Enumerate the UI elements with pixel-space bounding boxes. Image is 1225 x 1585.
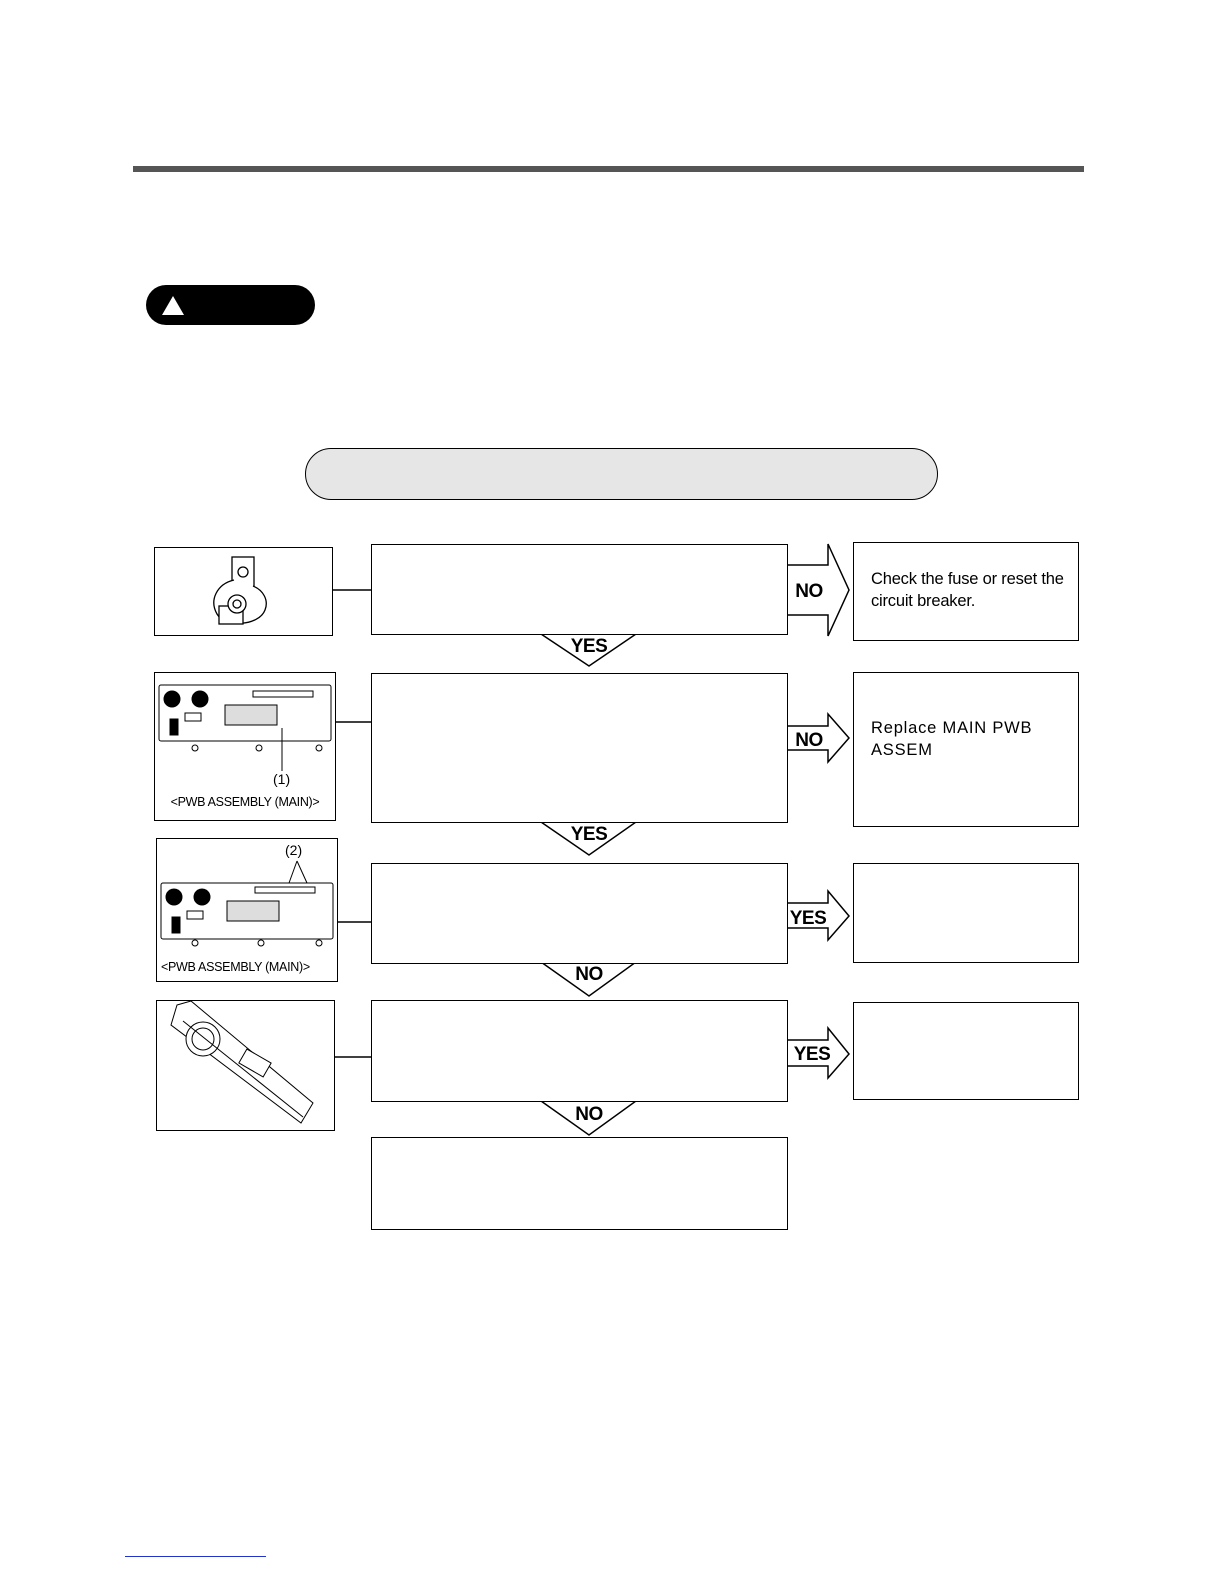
pwb-board-icon [157,839,337,949]
arrow-label-yes: YES [570,636,608,657]
control-panel-icon [157,1001,333,1129]
power-outlet-figure [154,547,333,636]
check-box-pwb [371,673,788,823]
arrow-label-no: NO [575,964,603,985]
power-plug-icon [155,548,331,634]
result-box-power [853,542,1079,641]
callout-2: (2) [285,842,303,858]
result-text-power: Check the fuse or reset the circuit breaker. [871,570,1064,610]
check-box-panel [371,1000,788,1102]
callout-1: (1) [273,771,291,787]
footer-link-underline [125,1556,266,1557]
check-box-connector [371,863,788,964]
final-action-box [371,1137,788,1230]
pwb-assembly-figure-1 [154,672,336,821]
result-box-connector [853,863,1079,963]
pwb-caption-1: <PWB ASSEMBLY (MAIN)> [170,795,320,809]
arrow-label-no: NO [575,1104,603,1125]
pwb-board-icon [155,673,335,783]
result-box-panel [853,1002,1079,1100]
arrow-label-yes: YES [789,908,827,929]
control-panel-figure [156,1000,335,1131]
pwb-caption-2: <PWB ASSEMBLY (MAIN)> [161,960,310,974]
arrow-label-yes: YES [570,824,608,845]
arrow-label-yes: YES [793,1044,831,1065]
arrow-label-no: NO [795,581,823,602]
result-text-pwb: Replace MAIN PWB ASSEM [871,719,1033,759]
check-box-power [371,544,788,635]
pwb-assembly-figure-2 [156,838,338,982]
result-box-pwb [853,672,1079,827]
arrow-label-no: NO [795,730,823,751]
